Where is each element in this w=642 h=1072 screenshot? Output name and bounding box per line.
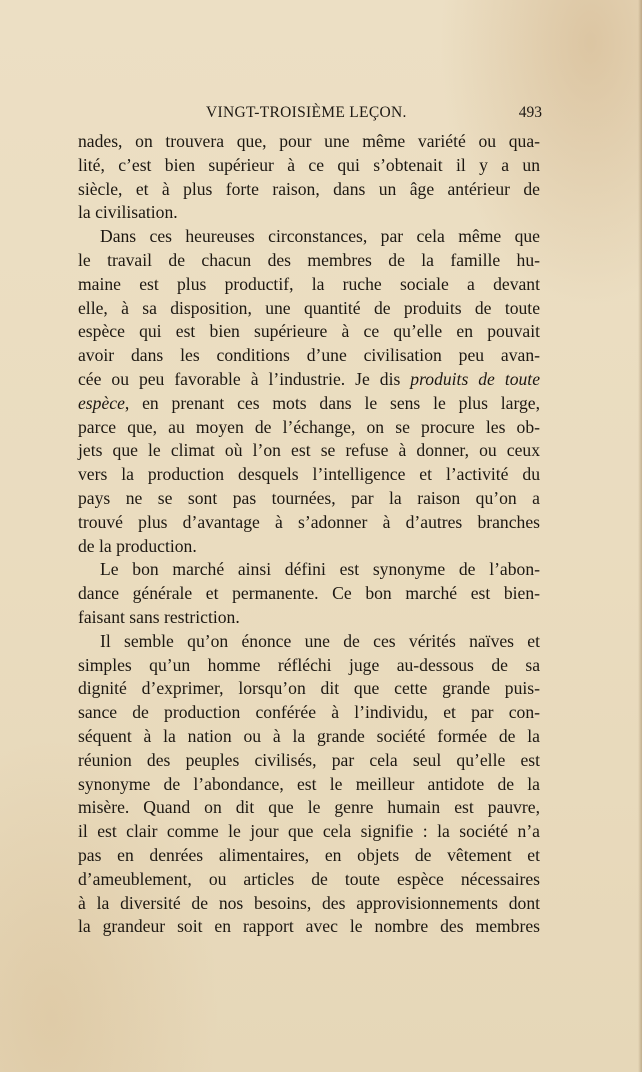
- text-line: pas en denrées alimentaires, en objets de vêtement et: [78, 844, 540, 865]
- text-line: Il semble qu’on énonce une de ces vérités naïves et: [100, 630, 540, 651]
- paragraph-3: [78, 558, 540, 629]
- text-line: jets que le climat où l’on est se refuse à donner, ou ceux: [78, 440, 540, 461]
- paragraph-1: [78, 130, 540, 225]
- text-line: espèce qui est bien supérieure à ce qu’elle en pouvait: [78, 321, 540, 342]
- text-line: il est clair comme le jour que cela signifie : la société n’a: [78, 821, 540, 842]
- text-line: maine est plus productif, la ruche sociale a devant: [78, 273, 540, 294]
- text-line: la civilisation.: [78, 202, 178, 223]
- text-line: synonyme de l’abondance, est le meilleur antidote de la: [78, 773, 540, 794]
- text-line: séquent à la nation ou à la grande société formée de la: [78, 725, 540, 746]
- paragraph-2: [78, 225, 540, 558]
- page-header: [76, 104, 542, 128]
- text-line: dance générale et permanente. Ce bon marché est bien-: [78, 583, 540, 604]
- paragraph-4: [78, 630, 540, 939]
- text-line: parce que, au moyen de l’échange, on se procure les ob-: [78, 416, 540, 437]
- page-edge-shadow: [638, 0, 642, 1072]
- text-line: dignité d’exprimer, lorsqu’on dit que cette grande puis-: [78, 678, 540, 699]
- text-line: lité, c’est bien supérieur à ce qui s’obtenait il y a un: [78, 154, 540, 175]
- text-line: à la diversité de nos besoins, des approvisionnements dont: [78, 892, 540, 913]
- text-line: avoir dans les conditions d’une civilisation peu avan-: [78, 345, 540, 366]
- text-line: misère. Quand on dit que le genre humain est pauvre,: [78, 797, 540, 818]
- text-line: [78, 368, 540, 392]
- running-title: VINGT-TROISIÈME LEÇON.: [206, 104, 407, 121]
- text-line: réunion des peuples civilisés, par cela seul qu’elle est: [78, 749, 540, 770]
- text-run: cée ou peu favorable à l’industrie. Je dis: [78, 368, 411, 389]
- text-line: simples qu’un homme réfléchi juge au-dessous de sa: [78, 654, 540, 675]
- text-line: Dans ces heureuses circonstances, par cela même que: [100, 226, 540, 247]
- text-line: vers la production desquels l’intelligence et l’activité du: [78, 464, 540, 485]
- text-line: pays ne se sont pas tournées, par la raison qu’on a: [78, 487, 540, 508]
- text-line: siècle, et à plus forte raison, dans un âge antérieur de: [78, 178, 540, 199]
- italic-run: produits de toute: [410, 368, 540, 389]
- text-line: de la production.: [78, 535, 197, 556]
- text-line: elle, à sa disposition, une quantité de produits de toute: [78, 297, 540, 318]
- body-text: [78, 130, 540, 939]
- text-line: [78, 392, 540, 416]
- text-line: d’ameublement, ou articles de toute espèce nécessaires: [78, 868, 540, 889]
- text-line: Le bon marché ainsi défini est synonyme de l’abon-: [100, 559, 540, 580]
- text-line: trouvé plus d’avantage à s’adonner à d’autres branches: [78, 511, 540, 532]
- text-line: sance de production conférée à l’individu, et par con-: [78, 702, 540, 723]
- text-line: la grandeur soit en rapport avec le nombre des membres: [78, 916, 540, 937]
- text-line: nades, on trouvera que, pour une même variété ou qua-: [78, 131, 540, 151]
- text-line: le travail de chacun des membres de la famille hu-: [78, 249, 540, 270]
- text-run: , en prenant ces mots dans le sens le plus large,: [124, 392, 540, 413]
- page-number: 493: [518, 104, 542, 121]
- text-line: faisant sans restriction.: [78, 606, 240, 627]
- italic-run: espèce: [78, 392, 125, 413]
